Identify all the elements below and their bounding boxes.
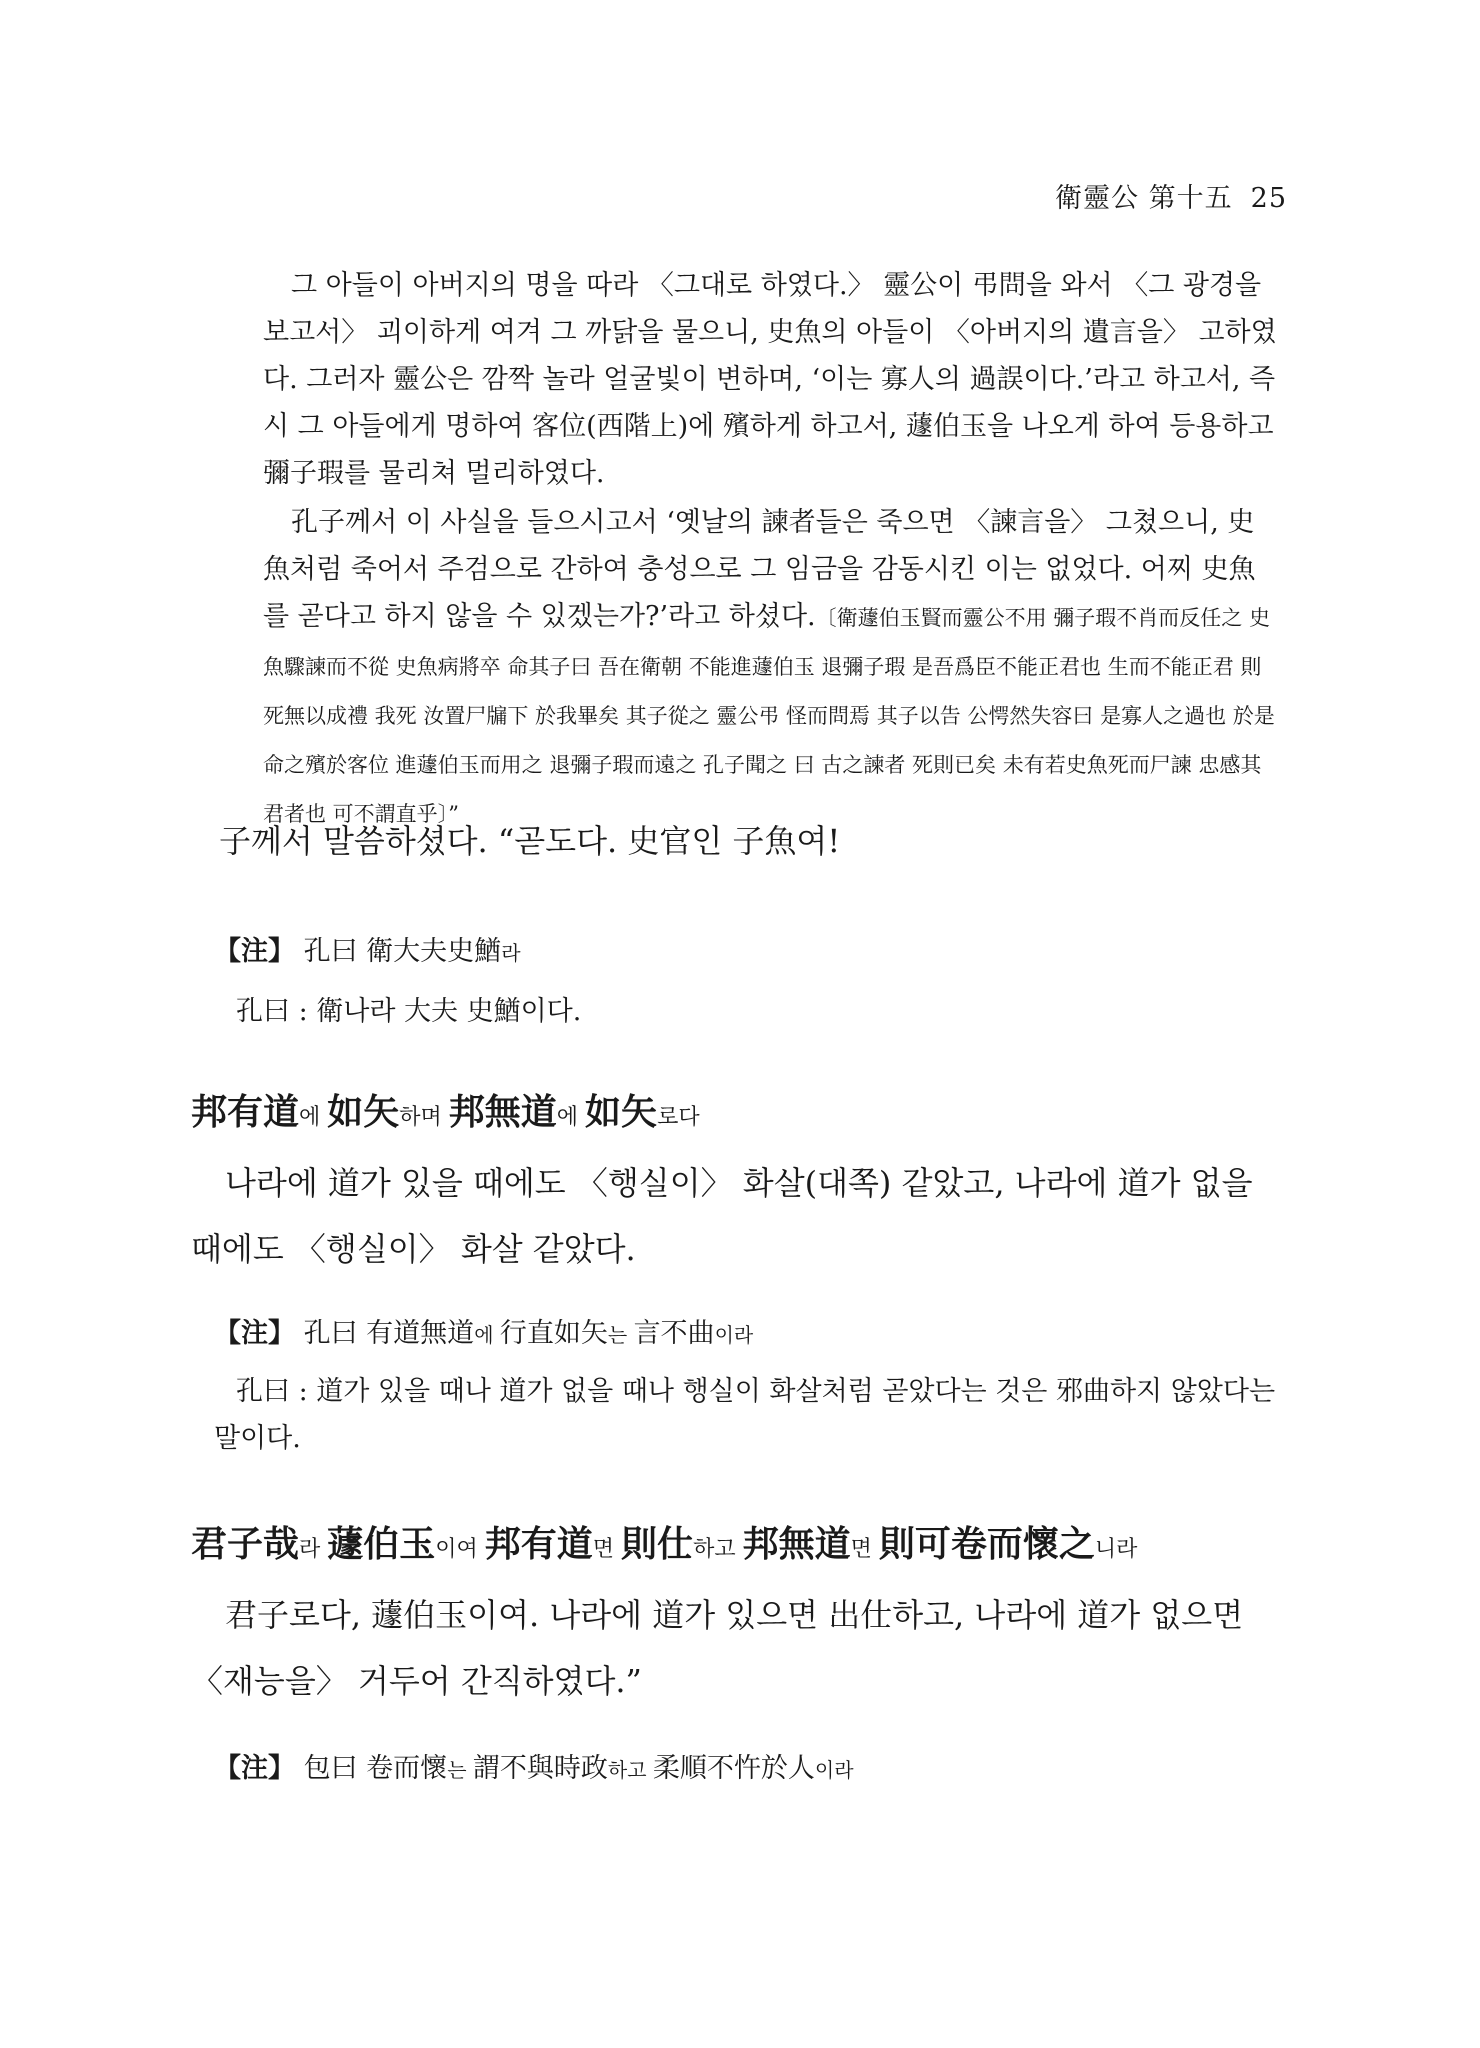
classical-text-heading-2 <box>191 1520 1281 1574</box>
chapter-title: 衛靈公 第十五 <box>1055 183 1233 214</box>
note-tag: 【注】 <box>214 1753 295 1784</box>
page-number: 25 <box>1250 183 1287 214</box>
running-header <box>1055 176 1287 215</box>
heading-1-part: 如矢 <box>327 1091 400 1133</box>
heading-2-particle: 이여 <box>435 1537 485 1562</box>
note-3-part: 謂不與時政 <box>472 1753 608 1784</box>
translation-2-text: 나라에 道가 있을 때에도 〈행실이〉 화살(대쪽) 같았고, 나라에 道가 없을 때에도 〈행실이〉 화살 같았다. <box>191 1164 1253 1268</box>
translation-2 <box>191 1150 1281 1282</box>
classical-text-heading-1 <box>191 1088 1281 1142</box>
commentary-block <box>263 262 1281 838</box>
heading-2-part: 君子哉 <box>191 1523 300 1565</box>
heading-2-particle: 면 <box>592 1537 622 1562</box>
note-3 <box>214 1745 1280 1794</box>
note-1-ending: 라 <box>501 941 521 965</box>
heading-1-part: 邦有道 <box>191 1091 300 1133</box>
note-1-translation-text: 孔曰 : 衛나라 大夫 史鰌이다. <box>236 996 582 1027</box>
note-2-translation-text: 孔曰 : 道가 있을 때나 道가 없을 때나 행실이 화살처럼 곧았다는 것은 邪曲하지 않았다는 말이다. <box>214 1376 1276 1454</box>
heading-1-particle: 로다 <box>657 1105 700 1130</box>
translation-3 <box>191 1582 1281 1714</box>
heading-1-particle: 에 <box>556 1105 586 1130</box>
note-3-part: 包曰 卷而懷 <box>303 1753 448 1784</box>
translation-3-text: 君子로다, 蘧伯玉이여. 나라에 道가 있으면 出仕하고, 나라에 道가 없으면 〈재능을〉 거두어 간직하였다.” <box>191 1596 1244 1700</box>
note-tag: 【注】 <box>214 1318 295 1349</box>
heading-2-part: 則仕 <box>621 1523 694 1565</box>
note-2-particle: 이라 <box>714 1323 754 1347</box>
classical-chinese-citation: 〔衛蘧伯玉賢而靈公不用 彌子瑕不肖而反任之 史魚驟諫而不從 史魚病將卒 命其子曰 吾在衛朝 不能進蘧伯玉 退彌子瑕 是吾爲臣不能正君也 生而不能正君 則死無以成禮 我死 汝置尸牖下 於我畢矣 其子從之 靈公弔 怪而問焉 其子以告 公愕然失容曰 是寡人之過也 於是命之殯於客位 進蘧伯玉而用之 退彌子瑕而遠之 孔子聞之 曰 古之諫者 死則已矣 未有若史魚死而尸諫 忠感其君者也 可不謂直乎〕 <box>263 606 1275 826</box>
heading-2-part: 邦有道 <box>484 1523 593 1565</box>
commentary-paragraph-2 <box>263 499 1281 838</box>
note-tag: 【注】 <box>214 936 295 967</box>
heading-2-part: 邦無道 <box>742 1523 851 1565</box>
heading-2-part: 蘧伯玉 <box>327 1523 436 1565</box>
heading-1-part: 如矢 <box>585 1091 658 1133</box>
note-2-part: 行直如矢 <box>499 1318 608 1349</box>
note-2 <box>214 1310 1280 1359</box>
heading-1-part: 邦無道 <box>448 1091 557 1133</box>
heading-1-particle: 하며 <box>399 1105 449 1130</box>
note-2-part: 言不曲 <box>633 1318 715 1349</box>
heading-2-part: 則可卷而懷之 <box>878 1523 1095 1565</box>
heading-1-particle: 에 <box>299 1105 328 1130</box>
heading-2-particle: 라 <box>299 1537 328 1562</box>
note-2-particle: 에 <box>474 1323 500 1347</box>
commentary-paragraph-2-text: 孔子께서 이 사실을 들으시고서 ‘옛날의 諫者들은 죽으면 〈諫言을〉 그쳤으니, 史魚처럼 죽어서 주검으로 간하여 충성으로 그 임금을 감동시킨 이는 없었다. 어찌 史魚를 곧다고 하지 않을 수 있겠는가?’라고 하셨다. <box>263 507 1256 632</box>
translation-1-text: 子께서 말씀하셨다. “곧도다. 史官인 子魚여! <box>219 822 841 860</box>
note-1-translation <box>214 988 1280 1035</box>
heading-2-particle: 면 <box>850 1537 879 1562</box>
note-3-particle: 하고 <box>607 1758 653 1782</box>
note-3-part: 柔順不忤於人 <box>652 1753 815 1784</box>
heading-2-particle: 하고 <box>693 1537 743 1562</box>
commentary-paragraph-1: 그 아들이 아버지의 명을 따라 〈그대로 하였다.〉 靈公이 弔問을 와서 〈그 광경을 보고서〉 괴이하게 여겨 그 까닭을 물으니, 史魚의 아들이 〈아버지의 遺言을〉 고하였다. 그러자 靈公은 깜짝 놀라 얼굴빛이 변하며, ‘이는 寡人의 過誤이다.’라고 하고서, 즉시 그 아들에게 명하여 客位(西階上)에 殯하게 하고서, 蘧伯玉을 나오게 하여 등용하고 彌子瑕를 물리쳐 멀리하였다. <box>263 270 1277 489</box>
translation-1 <box>191 808 1281 874</box>
note-3-particle: 이라 <box>814 1758 854 1782</box>
note-3-particle: 는 <box>447 1758 473 1782</box>
note-1-text: 孔曰 衛大夫史鰌 <box>303 936 502 967</box>
note-2-particle: 는 <box>607 1323 634 1347</box>
closing-quote: ” <box>448 802 459 826</box>
note-2-translation <box>214 1368 1280 1462</box>
note-2-part: 孔曰 有道無道 <box>303 1318 475 1349</box>
note-1 <box>214 928 1280 977</box>
heading-2-particle: 니라 <box>1094 1537 1138 1562</box>
